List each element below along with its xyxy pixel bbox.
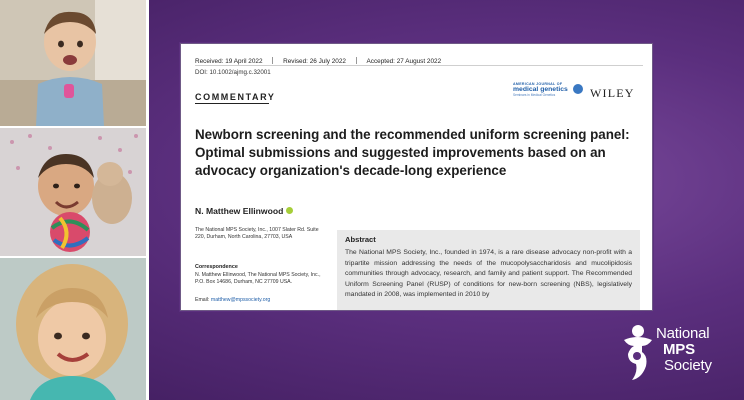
society-name-line2: MPS [663,341,695,358]
photo-strip [0,0,146,400]
date-separator [356,57,357,64]
journal-subtitle: Seminars in Medical Genetics [513,93,556,97]
date-separator [272,57,273,64]
revised-date: Revised: 26 July 2022 [283,58,346,65]
publisher-logo: WILEY [590,86,635,100]
abstract-heading: Abstract [345,235,376,244]
society-figure-icon [618,322,658,386]
header-rule [195,65,643,66]
doi: DOI: 10.1002/ajmg.c.32001 [195,69,271,76]
society-name-line1: National [656,325,710,342]
journal-top-text: AMERICAN JOURNAL OF [513,82,563,86]
affiliation: The National MPS Society, Inc., 1007 Slater Rd. Suite 220, Durham, North Carolina, 27703, USA [195,227,319,241]
author-line [195,206,293,216]
society-name-line3: Society [664,357,712,374]
society-logo [618,322,744,392]
photo-strip-divider [146,0,149,400]
child-photo-3-illustration [0,258,146,400]
society-name [656,326,712,374]
author-name: N. Matthew Ellinwood [195,206,284,216]
paper-title: Newborn screening and the recommended uniform screening panel: Optimal submissions and suggested improvements based on an advocacy organization's decade-long experience [195,127,630,178]
orcid-icon [286,207,293,214]
child-photo-1-illustration [0,0,146,126]
correspondence-label: Correspondence [195,264,238,270]
abstract-text: The National MPS Society, Inc., founded in 1974, is a rare disease advocacy non-profit with a tripartite mission addressing the needs of the mucopolysaccharidosis and mucolipidosis communities through advocacy, research, and family and patient support. The Recommended Uniform Screening Panel (RUSP) of conditions for new-born screening (NBS), legislatively mandated in 2008, was implemented in 2010 by [345,249,632,299]
correspondence-text: N. Matthew Ellinwood, The National MPS Society, Inc., P.O. Box 14686, Durham, NC 27709 USA. [195,272,321,286]
email-label: Email: [195,297,210,303]
child-photo-3 [0,258,146,400]
abstract-box [337,230,640,311]
received-date: Received: 19 April 2022 [195,58,263,65]
child-photo-2 [0,128,146,256]
section-label: COMMENTARY [195,92,276,102]
submission-dates [195,57,441,65]
journal-name: medical genetics [513,86,568,93]
accepted-date: Accepted: 27 August 2022 [366,58,442,65]
child-photo-2-illustration [0,128,146,256]
child-photo-1 [0,0,146,126]
email-link[interactable]: matthew@mpssociety.org [210,297,271,303]
paper-preview [180,43,653,311]
section-rule [195,103,269,104]
journal-badge-icon [573,84,583,94]
email-row [195,297,270,303]
journal-logo [513,82,583,104]
